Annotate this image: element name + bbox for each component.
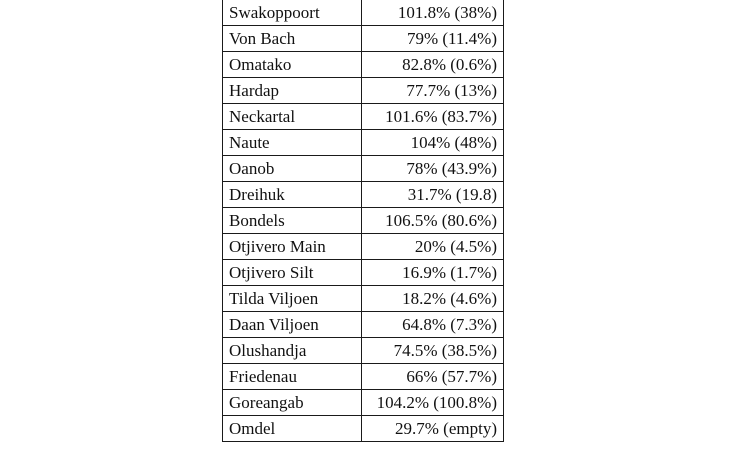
- table-row: [223, 338, 504, 364]
- dam-level-cell: 106.5% (80.6%): [362, 208, 504, 234]
- table-row: [223, 182, 504, 208]
- dam-name-cell: Daan Viljoen: [223, 312, 362, 338]
- dam-level-cell: 79% (11.4%): [362, 26, 504, 52]
- table-row: [223, 364, 504, 390]
- dam-name-cell: Hardap: [223, 78, 362, 104]
- dam-level-cell: 20% (4.5%): [362, 234, 504, 260]
- dam-level-cell: 101.6% (83.7%): [362, 104, 504, 130]
- dam-name-cell: Friedenau: [223, 364, 362, 390]
- dam-level-cell: 18.2% (4.6%): [362, 286, 504, 312]
- dam-level-cell: 82.8% (0.6%): [362, 52, 504, 78]
- dam-name-cell: Naute: [223, 130, 362, 156]
- dam-level-cell: 78% (43.9%): [362, 156, 504, 182]
- table-row: [223, 260, 504, 286]
- dam-level-cell: 16.9% (1.7%): [362, 260, 504, 286]
- dam-levels-table-body: [223, 0, 504, 442]
- dam-level-cell: 29.7% (empty): [362, 416, 504, 442]
- dam-name-cell: Tilda Viljoen: [223, 286, 362, 312]
- dam-level-cell: 74.5% (38.5%): [362, 338, 504, 364]
- dam-name-cell: Neckartal: [223, 104, 362, 130]
- dam-level-cell: 104% (48%): [362, 130, 504, 156]
- dam-level-cell: 64.8% (7.3%): [362, 312, 504, 338]
- dam-level-cell: 31.7% (19.8): [362, 182, 504, 208]
- table-row: [223, 78, 504, 104]
- table-row: [223, 0, 504, 26]
- table-row: [223, 312, 504, 338]
- dam-name-cell: Goreangab: [223, 390, 362, 416]
- dam-name-cell: Omdel: [223, 416, 362, 442]
- dam-level-cell: 77.7% (13%): [362, 78, 504, 104]
- dam-name-cell: Dreihuk: [223, 182, 362, 208]
- table-row: [223, 130, 504, 156]
- dam-name-cell: Von Bach: [223, 26, 362, 52]
- dam-level-cell: 66% (57.7%): [362, 364, 504, 390]
- table-row: [223, 52, 504, 78]
- table-row: [223, 234, 504, 260]
- table-row: [223, 390, 504, 416]
- dam-name-cell: Swakoppoort: [223, 0, 362, 26]
- dam-name-cell: Olushandja: [223, 338, 362, 364]
- table-row: [223, 208, 504, 234]
- table-row: [223, 26, 504, 52]
- dam-name-cell: Omatako: [223, 52, 362, 78]
- dam-levels-table: [222, 0, 504, 442]
- dam-level-cell: 101.8% (38%): [362, 0, 504, 26]
- table-row: [223, 156, 504, 182]
- dam-name-cell: Oanob: [223, 156, 362, 182]
- dam-name-cell: Otjivero Main: [223, 234, 362, 260]
- table-row: [223, 104, 504, 130]
- dam-level-cell: 104.2% (100.8%): [362, 390, 504, 416]
- dam-name-cell: Bondels: [223, 208, 362, 234]
- dam-name-cell: Otjivero Silt: [223, 260, 362, 286]
- table-row: [223, 416, 504, 442]
- dam-levels-table-container: [222, 0, 504, 442]
- table-row: [223, 286, 504, 312]
